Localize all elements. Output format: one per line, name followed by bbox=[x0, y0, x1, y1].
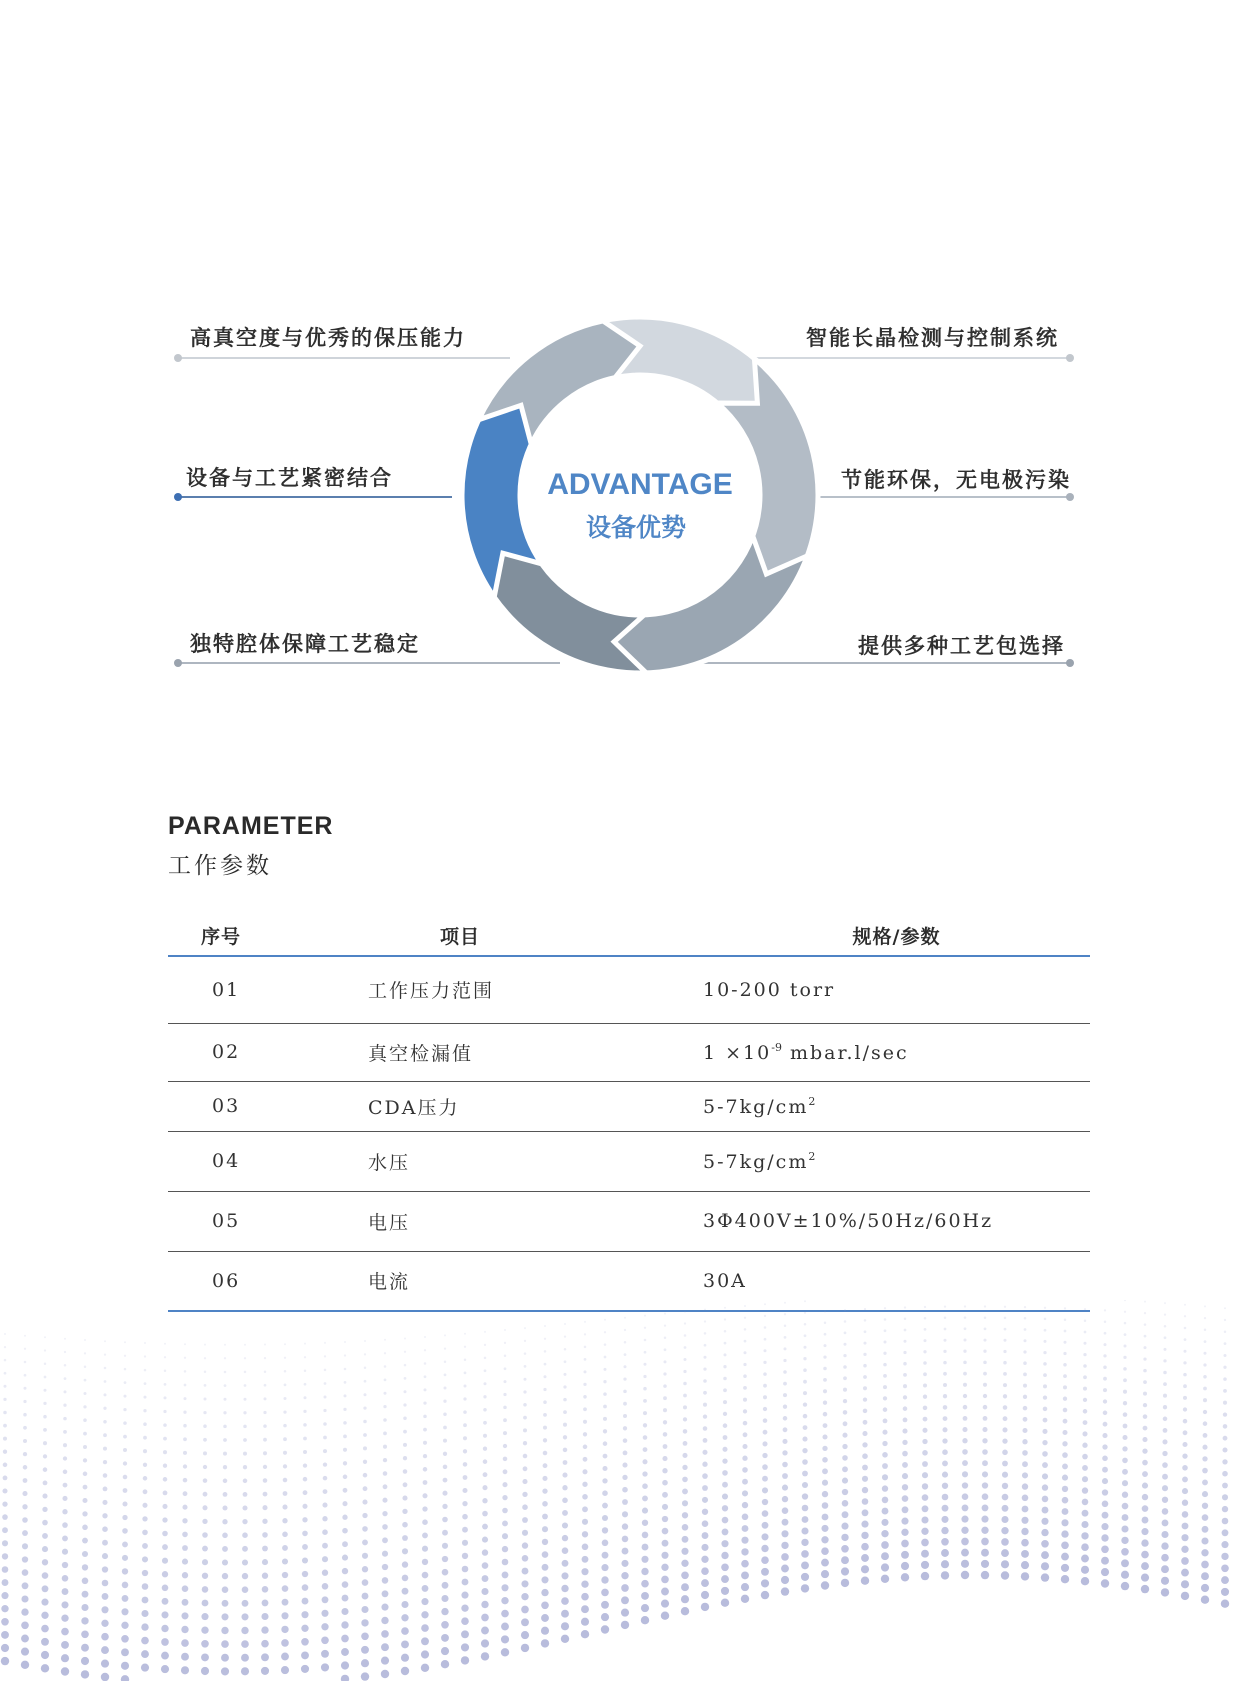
advantage-title-en: ADVANTAGE bbox=[547, 468, 733, 501]
parameter-subtitle: 工作参数 bbox=[168, 853, 272, 879]
spec-base: 5-7kg/cm bbox=[703, 1150, 809, 1173]
row-spec: 3Φ400V±10%/50Hz/60Hz bbox=[703, 1191, 1090, 1251]
advantage-title-cn: 设备优势 bbox=[585, 513, 687, 542]
row-spec bbox=[703, 1081, 1090, 1131]
spec-base: 5-7kg/cm bbox=[703, 1095, 809, 1118]
row-item: CDA压力 bbox=[368, 1081, 703, 1131]
row-no: 01 bbox=[168, 956, 368, 1023]
table-row bbox=[168, 956, 1090, 1023]
row-item: 水压 bbox=[368, 1131, 703, 1191]
advantage-label-mid-left: 设备与工艺紧密结合 bbox=[186, 466, 393, 490]
row-no: 04 bbox=[168, 1131, 368, 1191]
row-spec: 10-200 torr bbox=[703, 956, 1090, 1023]
parameter-table bbox=[168, 915, 1090, 1312]
spec-unit: mbar.l/sec bbox=[781, 1041, 909, 1064]
advantage-label-top-right: 智能长晶检测与控制系统 bbox=[806, 326, 1059, 350]
header-no: 序号 bbox=[168, 915, 368, 956]
table-row bbox=[168, 1081, 1090, 1131]
row-item: 真空检漏值 bbox=[368, 1023, 703, 1081]
row-item: 电流 bbox=[368, 1251, 703, 1311]
advantage-label-top-left: 高真空度与优秀的保压能力 bbox=[190, 326, 466, 350]
spec-exponent: -9 bbox=[771, 1040, 782, 1054]
row-no: 02 bbox=[168, 1023, 368, 1081]
table-row bbox=[168, 1191, 1090, 1251]
advantage-label-bottom-left: 独特腔体保障工艺稳定 bbox=[190, 632, 420, 656]
row-item: 电压 bbox=[368, 1191, 703, 1251]
spec-exponent: 2 bbox=[808, 1094, 816, 1108]
row-spec bbox=[703, 1023, 1090, 1081]
table-header-row bbox=[168, 915, 1090, 956]
row-no: 06 bbox=[168, 1251, 368, 1311]
spec-exponent: 2 bbox=[808, 1149, 816, 1163]
header-item: 项目 bbox=[368, 915, 703, 956]
table-row bbox=[168, 1023, 1090, 1081]
spec-base: 1 ×10 bbox=[703, 1041, 772, 1064]
parameter-title: PARAMETER bbox=[168, 812, 334, 840]
header-spec: 规格/参数 bbox=[703, 915, 1090, 956]
advantage-label-bottom-right: 提供多种工艺包选择 bbox=[858, 634, 1065, 658]
row-no: 03 bbox=[168, 1081, 368, 1131]
row-item: 工作压力范围 bbox=[368, 956, 703, 1023]
row-no: 05 bbox=[168, 1191, 368, 1251]
row-spec bbox=[703, 1131, 1090, 1191]
advantage-label-mid-right: 节能环保，无电极污染 bbox=[841, 468, 1071, 492]
row-spec: 30A bbox=[703, 1251, 1090, 1311]
table-row bbox=[168, 1131, 1090, 1191]
dot-wave-decoration bbox=[0, 1300, 1241, 1681]
